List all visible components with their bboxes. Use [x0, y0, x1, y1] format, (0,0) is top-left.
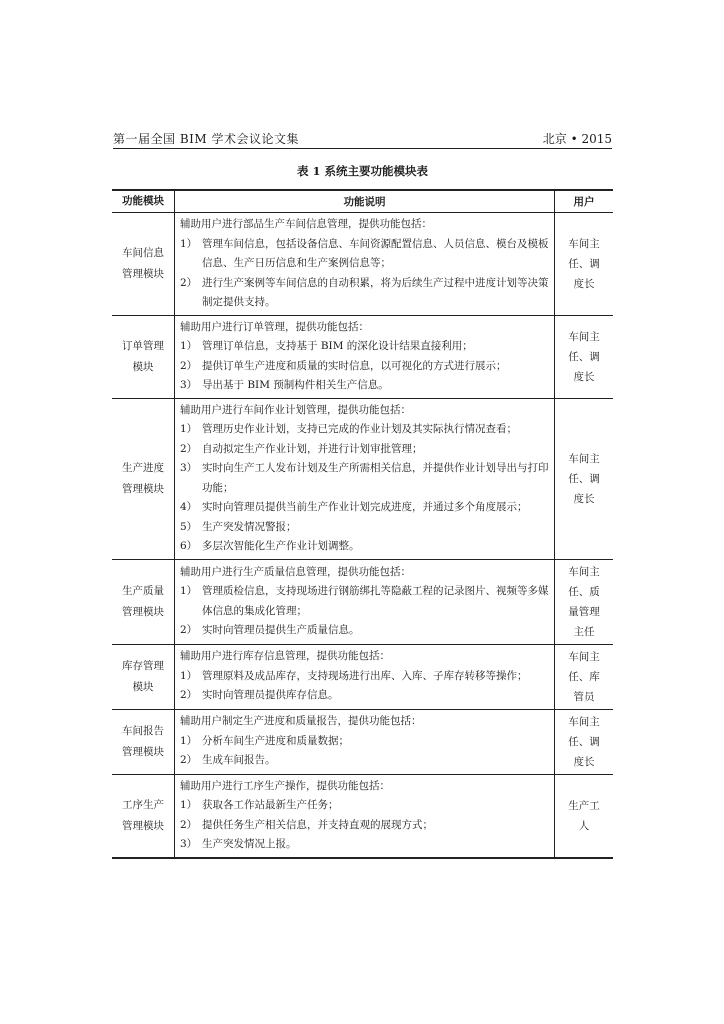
item-number: 2） [180, 442, 198, 455]
module-name-cell [112, 213, 175, 316]
function-item [180, 621, 552, 641]
item-number: 1） [180, 237, 198, 250]
module-name-line: 管理模块 [122, 745, 164, 758]
item-number: 2） [180, 689, 198, 702]
function-item [180, 835, 552, 855]
item-number: 4） [180, 501, 198, 513]
column-header-module: 功能模块 [112, 190, 175, 213]
item-text: 提供任务生产相关信息，并支持直观的展现方式； [202, 818, 433, 831]
user-line: 度长 [573, 492, 595, 505]
user-cell [555, 398, 614, 559]
user-cell [555, 774, 614, 858]
item-number: 6） [180, 540, 198, 552]
user-cell [555, 644, 614, 709]
module-name-cell [112, 315, 175, 398]
item-text: 生产突发情况警报； [202, 520, 297, 533]
module-name-cell [112, 709, 175, 774]
user-line: 度长 [573, 370, 595, 383]
table-row [112, 709, 613, 774]
function-item [180, 357, 552, 377]
item-number: 1） [180, 799, 198, 811]
module-name-line: 管理模块 [122, 482, 164, 495]
item-number: 2） [180, 818, 198, 831]
module-name-line: 车间报告 [122, 724, 164, 737]
proceedings-title: 第一届全国 BIM 学术会议论文集 [113, 132, 299, 146]
item-number: 1） [180, 340, 198, 352]
description-intro: 辅助用户进行工序生产操作，提供功能包括： [180, 779, 390, 792]
function-description-cell [175, 559, 555, 644]
module-name-line: 模块 [132, 680, 154, 693]
description-intro: 辅助用户进行订单管理，提供功能包括： [180, 320, 369, 333]
user-line: 任、调 [568, 350, 600, 363]
item-number: 3） [180, 379, 198, 391]
item-number: 2） [180, 359, 198, 372]
module-name-line: 生产进度 [122, 461, 164, 474]
module-name-line: 车间信息 [122, 246, 164, 259]
user-line: 车间主 [568, 565, 600, 578]
table-row [112, 213, 613, 316]
module-name-cell [112, 559, 175, 644]
description-intro: 辅助用户制定生产进度和质量报告，提供功能包括： [180, 715, 422, 728]
column-header-description: 功能说明 [175, 190, 555, 213]
item-number: 1） [180, 423, 198, 435]
user-line: 车间主 [568, 330, 600, 343]
table-row [112, 398, 613, 559]
user-line: 主任 [573, 625, 595, 638]
function-description-cell [175, 213, 555, 316]
item-number: 2） [180, 754, 198, 767]
item-text: 实时向管理员提供当前生产作业计划完成进度，并通过多个角度展示； [202, 501, 528, 513]
module-name-line: 订单管理 [122, 339, 164, 352]
item-number: 5） [180, 520, 198, 533]
module-name-line: 管理模块 [122, 605, 164, 618]
item-text: 实时向管理员提供生产质量信息。 [202, 624, 360, 636]
item-text: 实时向生产工人发布计划及生产所需相关信息，并提供作业计划导出与打印功能； [202, 462, 549, 494]
function-description-cell [175, 398, 555, 559]
user-line: 任、调 [568, 257, 600, 270]
item-text: 导出基于 BIM 预制构件相关生产信息。 [202, 379, 389, 391]
description-intro: 辅助用户进行部品生产车间信息管理，提供功能包括： [180, 218, 432, 230]
item-text: 获取各工作站最新生产任务； [202, 799, 339, 811]
column-header-user: 用户 [555, 190, 614, 213]
item-number: 3） [180, 838, 198, 850]
module-name-line: 库存管理 [122, 659, 164, 672]
user-line: 任、调 [568, 735, 600, 748]
item-number: 2） [180, 276, 198, 289]
table-row [112, 559, 613, 644]
function-item [180, 796, 552, 816]
item-text: 多层次智能化生产作业计划调整。 [202, 540, 360, 552]
description-intro: 辅助用户进行车间作业计划管理，提供功能包括： [180, 403, 411, 416]
module-name-cell [112, 644, 175, 709]
function-item [180, 274, 552, 313]
item-text: 实时向管理员提供库存信息。 [202, 689, 339, 702]
user-line: 车间主 [568, 715, 600, 728]
function-item [180, 440, 552, 460]
user-line: 车间主 [568, 237, 600, 250]
user-line: 任、库 [568, 670, 600, 683]
item-text: 管理车间信息，包括设备信息、车间资源配置信息、人员信息、模台及模板信息、生产日历信息和生产案例信息等； [202, 237, 549, 269]
function-item [180, 235, 552, 274]
user-line: 度长 [573, 755, 595, 768]
item-text: 自动拟定生产作业计划，并进行计划审批管理； [202, 442, 423, 455]
item-text: 管理订单信息，支持基于 BIM 的深化设计结果直接利用； [202, 340, 473, 352]
item-number: 2） [180, 624, 198, 636]
table-row [112, 315, 613, 398]
location-year: 北京 • 2015 [542, 132, 612, 146]
function-item [180, 732, 552, 752]
module-name-line: 工序生产 [122, 798, 164, 811]
item-text: 进行生产案例等车间信息的自动积累，将为后续生产过程中进度计划等决策制定提供支持。 [202, 276, 549, 308]
user-line: 车间主 [568, 452, 600, 465]
table-row [112, 644, 613, 709]
table-header-row [112, 190, 613, 213]
function-item [180, 751, 552, 771]
function-item [180, 459, 552, 498]
user-line: 生产工 [568, 799, 600, 812]
module-name-cell [112, 774, 175, 858]
user-line: 量管理 [568, 605, 600, 618]
module-name-line: 管理模块 [122, 267, 164, 280]
user-cell [555, 709, 614, 774]
item-number: 3） [180, 462, 198, 474]
function-item [180, 518, 552, 538]
function-item [180, 337, 552, 357]
item-text: 生产突发情况上报。 [202, 838, 297, 850]
running-header [113, 130, 612, 149]
item-text: 管理历史作业计划，支持已完成的作业计划及其实际执行情况查看； [202, 423, 517, 435]
user-line: 管员 [573, 690, 595, 703]
function-item [180, 420, 552, 440]
item-number: 1） [180, 669, 198, 682]
module-name-line: 模块 [132, 360, 154, 373]
item-number: 1） [180, 585, 198, 597]
function-description-cell [175, 644, 555, 709]
table-caption: 表 1 系统主要功能模块表 [296, 164, 428, 178]
function-item [180, 376, 552, 396]
item-number: 1） [180, 734, 198, 747]
function-description-cell [175, 709, 555, 774]
item-text: 分析车间生产进度和质量数据； [202, 734, 349, 747]
table-row [112, 774, 613, 858]
user-line: 任、质 [568, 585, 600, 598]
function-item [180, 582, 552, 621]
item-text: 提供订单生产进度和质量的实时信息，以可视化的方式进行展示； [202, 359, 507, 372]
function-item [180, 498, 552, 518]
function-item [180, 537, 552, 557]
user-cell [555, 315, 614, 398]
item-text: 生成车间报告。 [202, 754, 276, 767]
description-intro: 辅助用户进行生产质量信息管理，提供功能包括： [180, 565, 411, 578]
module-name-line: 生产质量 [122, 584, 164, 597]
function-item [180, 667, 552, 687]
function-description-cell [175, 774, 555, 858]
item-text: 管理原料及成品库存，支持现场进行出库、入库、子库存转移等操作； [202, 669, 528, 682]
function-description-cell [175, 315, 555, 398]
function-item [180, 816, 552, 836]
user-line: 任、调 [568, 472, 600, 485]
table-body [112, 213, 613, 858]
function-module-table [112, 189, 613, 859]
user-cell [555, 213, 614, 316]
item-text: 管理质检信息，支持现场进行钢筋绑扎等隐蔽工程的记录图片、视频等多媒体信息的集成化管理； [202, 585, 549, 617]
user-cell [555, 559, 614, 644]
module-name-line: 管理模块 [122, 819, 164, 832]
description-intro: 辅助用户进行库存信息管理，提供功能包括： [180, 650, 390, 663]
user-line: 度长 [573, 277, 595, 290]
user-line: 车间主 [568, 650, 600, 663]
user-line: 人 [578, 819, 590, 832]
function-item [180, 686, 552, 706]
module-name-cell [112, 398, 175, 559]
